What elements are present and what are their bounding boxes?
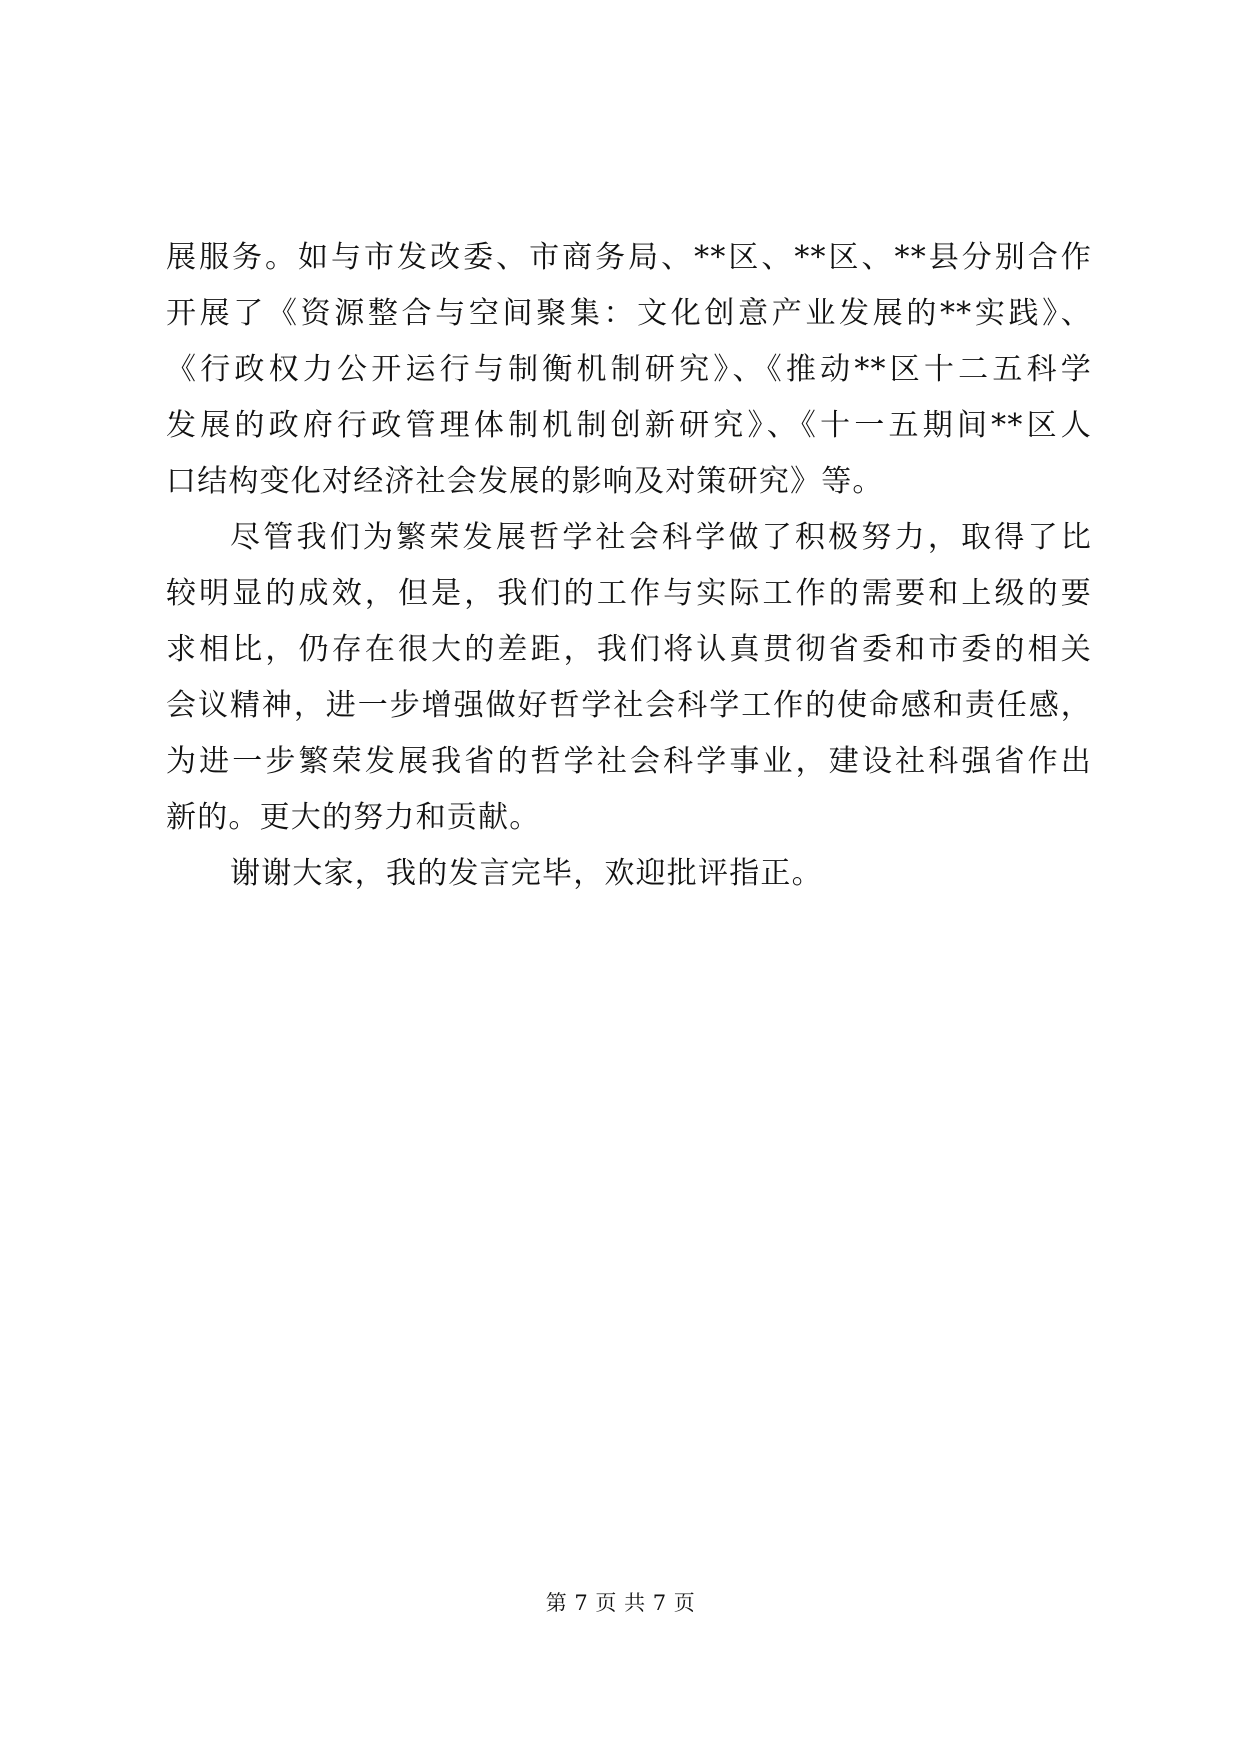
paragraph-line: 开展了《资源整合与空间聚集：文化创意产业发展的**实践》、 bbox=[166, 296, 1092, 331]
paragraph-line: 发展的政府行政管理体制机制创新研究》、《十一五期间**区人 bbox=[166, 408, 1092, 443]
paragraph-line: 谢谢大家，我的发言完毕，欢迎批评指正。 bbox=[230, 856, 823, 891]
paragraph-line: 口结构变化对经济社会发展的影响及对策研究》等。 bbox=[166, 464, 884, 499]
paragraph-1 bbox=[166, 230, 1092, 510]
paragraph-line: 会议精神，进一步增强做好哲学社会科学工作的使命感和责任感， bbox=[166, 688, 1092, 723]
page-footer: 第 7 页 共 7 页 bbox=[545, 1591, 696, 1615]
paragraph-2 bbox=[166, 510, 1092, 846]
paragraph-line: 展服务。如与市发改委、市商务局、**区、**区、**县分别合作 bbox=[166, 240, 1092, 275]
paragraph-line: 为进一步繁荣发展我省的哲学社会科学事业，建设社科强省作出 bbox=[166, 744, 1092, 779]
paragraph-line: 求相比，仍存在很大的差距，我们将认真贯彻省委和市委的相关 bbox=[166, 632, 1092, 667]
paragraph-line: 新的。更大的努力和贡献。 bbox=[166, 800, 541, 835]
paragraph-3 bbox=[166, 846, 1092, 902]
document-body bbox=[166, 230, 1092, 902]
paragraph-line: 较明显的成效，但是，我们的工作与实际工作的需要和上级的要 bbox=[166, 576, 1092, 611]
paragraph-line: 《行政权力公开运行与制衡机制研究》、《推动**区十二五科学 bbox=[166, 352, 1092, 387]
paragraph-line: 尽管我们为繁荣发展哲学社会科学做了积极努力，取得了比 bbox=[230, 520, 1092, 555]
